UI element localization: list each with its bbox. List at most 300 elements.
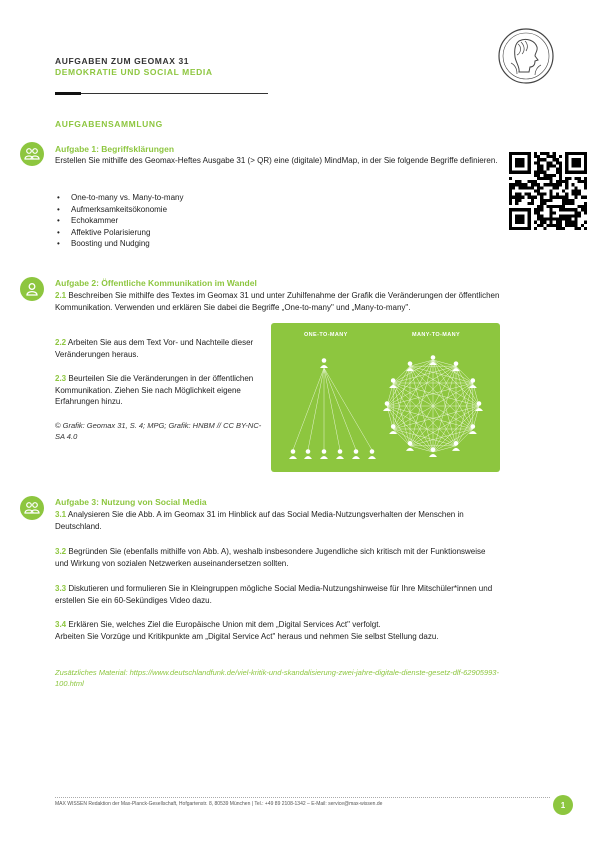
task-text: Diskutieren und formulieren Sie in Kleingruppen mögliche Social Media-Nutzungshinweise für Ihre Mitschüler*innen und erstellen Sie ein 60-Sekündiges Video dazu. [55,584,493,605]
qr-module [540,168,543,171]
qr-module [553,186,556,189]
qr-module [571,193,574,196]
qr-module [546,224,549,227]
qr-module [550,161,553,164]
qr-module [534,189,537,192]
qr-module [528,202,531,205]
qr-module [581,180,584,183]
graphic-credit: © Grafik: Geomax 31, S. 4; MPG; Grafik: HNBM // CC BY-NC-SA 4.0 [55,421,262,441]
doc-subtitle: DEMOKRATIE UND SOCIAL MEDIA [55,67,213,77]
qr-module [553,158,556,161]
qr-module [568,177,571,180]
qr-module [575,221,578,224]
qr-module [553,196,556,199]
task2-title: Aufgabe 2: Öffentliche Kommunikation im Wandel [55,278,257,288]
qr-module [584,196,587,199]
qr-module [540,202,543,205]
task3-title: Aufgabe 3: Nutzung von Social Media [55,497,207,507]
qr-module [534,221,537,224]
qr-module [518,199,521,202]
task2-1 [55,290,500,313]
task-text: Erklären Sie, welches Ziel die Europäische Union mit dem „Digital Services Act" verfolgt. [68,620,381,629]
qr-module [550,218,553,221]
qr-module [571,214,574,217]
task-text: Beschreiben Sie mithilfe des Textes im Geomax 31 und unter Zuhilfenahme der Grafik die Veränderungen der öffentlichen Kommunikation. Verwenden und erklären Sie dabei die Begriffe „One-to-many" und „Many-to-many". [55,291,500,312]
qr-module [575,214,578,217]
qr-module [578,211,581,214]
qr-module [568,199,571,202]
qr-module [556,196,559,199]
list-item: • Echokammer [55,215,455,227]
qr-module [537,205,540,208]
qr-module [553,218,556,221]
person-node [320,358,328,368]
qr-module [559,214,562,217]
task3-4 [55,619,500,642]
qr-module [509,186,512,189]
qr-module [534,171,537,174]
qr-module [540,164,543,167]
qr-module [543,202,546,205]
section-title: AUFGABENSAMMLUNG [55,119,163,129]
qr-module [575,189,578,192]
qr-module [534,183,537,186]
qr-module [575,186,578,189]
qr-module [550,193,553,196]
person-node [336,449,344,459]
qr-module [559,227,562,230]
qr-module [556,205,559,208]
qr-module [521,196,524,199]
qr-module [550,208,553,211]
qr-module [546,183,549,186]
task-text: Arbeiten Sie aus dem Text Vor- und Nachteile dieser Veränderungen heraus. [55,338,254,359]
qr-module [559,183,562,186]
qr-module [546,199,549,202]
qr-module [525,186,528,189]
qr-module [562,189,565,192]
qr-module [515,202,518,205]
qr-module [553,211,556,214]
qr-module [571,189,574,192]
qr-module [543,221,546,224]
person-node [304,449,312,459]
qr-module [515,183,518,186]
connection-line [433,446,456,452]
qr-module [518,196,521,199]
qr-module [550,183,553,186]
qr-module [531,202,534,205]
task3-3 [55,583,500,606]
page-number: 1 [553,795,573,815]
task2-3 [55,373,260,408]
qr-module [546,161,549,164]
qr-module [562,205,565,208]
qr-module [553,174,556,177]
qr-module [556,186,559,189]
qr-module [540,193,543,196]
qr-module [556,183,559,186]
connection-line [324,368,372,450]
connection-line [293,368,324,450]
qr-module [546,177,549,180]
qr-module [584,208,587,211]
qr-module [546,164,549,167]
qr-module [568,202,571,205]
qr-module [534,180,537,183]
qr-module [556,227,559,230]
task-number: 2.3 [55,374,67,383]
qr-module [534,152,537,155]
qr-module [559,196,562,199]
qr-module [550,205,553,208]
qr-module [571,208,574,211]
qr-module [584,186,587,189]
task-text: Arbeiten Sie Vorzüge und Kritikpunkte am „Digital Service Act" heraus und nehmen Sie selbst Stellung dazu. [55,631,439,641]
qr-module [537,193,540,196]
qr-module [550,199,553,202]
qr-module [581,196,584,199]
qr-module [550,221,553,224]
qr-module [559,177,562,180]
person-node [320,449,328,459]
qr-module [546,205,549,208]
connection-line [410,446,433,452]
qr-module [512,196,515,199]
qr-module [584,221,587,224]
qr-module [546,155,549,158]
qr-module [562,202,565,205]
qr-module [562,199,565,202]
qr-module [565,202,568,205]
qr-module [521,186,524,189]
qr-module [559,180,562,183]
task-text: Begründen Sie (ebenfalls mithilfe von Abb. A), weshalb insbesondere Jugendliche sich kritisch mit der Funktionsweise und Wirkung von sozialen Netzwerken auseinandersetzen sollten. [55,547,486,568]
qr-module [575,211,578,214]
qr-module [578,180,581,183]
qr-module [537,158,540,161]
qr-module [537,177,540,180]
qr-module [556,158,559,161]
qr-module [509,183,512,186]
qr-module [568,214,571,217]
qr-module [556,168,559,171]
qr-module [546,218,549,221]
qr-module [565,186,568,189]
qr-module [581,224,584,227]
qr-module [537,208,540,211]
qr-module [559,171,562,174]
connection-line [393,366,456,429]
qr-module [584,202,587,205]
additional-material [55,667,500,689]
qr-module [556,224,559,227]
qr-module [556,218,559,221]
qr-module [565,218,568,221]
qr-module [515,196,518,199]
qr-module [575,193,578,196]
person-node [368,449,376,459]
qr-module [550,189,553,192]
task-text: Beurteilen Sie die Veränderungen in der öffentlichen Kommunikation. Ziehen Sie nach Möglichkeit eigene Erfahrungen hinzu. [55,374,254,406]
qr-finder [515,158,524,167]
qr-module [537,189,540,192]
qr-module [540,224,543,227]
qr-module [578,193,581,196]
qr-module [575,227,578,230]
qr-module [534,196,537,199]
person-node [429,447,437,457]
qr-module [534,155,537,158]
connection-line [433,360,456,366]
connection-line [410,366,473,429]
connection-line [308,368,324,450]
qr-module [537,168,540,171]
minerva-logo [497,27,555,85]
qr-module [534,208,537,211]
task3-2 [55,546,500,569]
qr-module [515,193,518,196]
qr-module [562,214,565,217]
qr-module [578,189,581,192]
person-icon [20,277,44,301]
qr-module [581,205,584,208]
qr-module [571,224,574,227]
qr-module [562,180,565,183]
qr-module [512,186,515,189]
task-number: 2.1 [55,291,67,300]
qr-module [559,221,562,224]
qr-module [531,183,534,186]
qr-module [575,177,578,180]
qr-module [515,180,518,183]
qr-module [584,211,587,214]
qr-module [534,227,537,230]
qr-module [578,214,581,217]
qr-module [543,174,546,177]
qr-module [543,183,546,186]
qr-module [571,202,574,205]
qr-module [540,158,543,161]
qr-module [553,205,556,208]
qr-module [556,161,559,164]
qr-module [578,205,581,208]
qr-module [540,205,543,208]
connection-line [393,429,433,452]
qr-module [578,177,581,180]
qr-module [584,177,587,180]
qr-module [518,193,521,196]
qr-code[interactable] [509,152,587,230]
qr-module [565,224,568,227]
qr-module [559,168,562,171]
qr-module [559,205,562,208]
qr-module [559,174,562,177]
task-number: 2.2 [55,338,67,347]
qr-module [584,183,587,186]
qr-module [512,183,515,186]
group-icon [20,142,44,166]
qr-module [537,171,540,174]
qr-module [559,161,562,164]
graphic-title-many-to-many: MANY-TO-MANY [412,332,461,338]
material-link[interactable]: https://www.deutschlandfunk.de/viel-kritik-und-skandalisierung-zwei-jahre-digitale-dienste-gesetz-dlf-62905993-100.html [55,668,499,688]
qr-module [553,183,556,186]
list-item: • Affektive Polarisierung [55,227,455,239]
connection-line [410,383,473,446]
connection-line [393,383,456,446]
qr-module [565,208,568,211]
qr-module [550,224,553,227]
task-text: Analysieren Sie die Abb. A im Geomax 31 im Hinblick auf das Social Media-Nutzungsverhalten der Menschen in Deutschland. [55,510,464,531]
qr-module [518,183,521,186]
graphic-title-one-to-many: ONE-TO-MANY [304,332,348,338]
connection-line [387,406,456,446]
task-number: 3.4 [55,620,67,629]
qr-module [540,177,543,180]
qr-module [565,193,568,196]
qr-module [537,218,540,221]
qr-module [568,221,571,224]
qr-module [562,218,565,221]
qr-module [543,227,546,230]
task1-title: Aufgabe 1: Begriffsklärungen [55,144,175,154]
connection-line [410,360,433,366]
qr-finder [515,214,524,223]
qr-module [518,186,521,189]
qr-module [509,202,512,205]
qr-module [556,193,559,196]
qr-module [537,161,540,164]
qr-module [528,196,531,199]
network-diagram [271,323,500,472]
qr-module [509,177,512,180]
footer-rule [55,797,550,798]
qr-module [525,183,528,186]
qr-module [534,174,537,177]
qr-module [584,227,587,230]
qr-module [540,186,543,189]
qr-module [565,221,568,224]
qr-module [525,193,528,196]
task-number: 3.2 [55,547,67,556]
qr-module [528,193,531,196]
qr-module [559,218,562,221]
qr-module [559,224,562,227]
connection-line [410,366,479,406]
connection-line [387,406,410,446]
footer-text: MAX WISSEN Redaktion der Max-Planck-Gesellschaft, Hofgartenstr. 8, 80539 München | Tel.: +49 89 2108-1342 – E-Mail: service@max-wissen.de [55,801,383,807]
header-rule [55,93,268,94]
qr-module [537,174,540,177]
qr-module [578,227,581,230]
qr-module [537,211,540,214]
qr-module [521,183,524,186]
qr-module [537,164,540,167]
qr-module [562,196,565,199]
qr-module [546,152,549,155]
qr-module [550,174,553,177]
qr-module [540,152,543,155]
qr-module [537,224,540,227]
qr-module [540,214,543,217]
qr-module [571,183,574,186]
qr-module [581,208,584,211]
qr-module [546,174,549,177]
qr-module [537,186,540,189]
qr-module [515,199,518,202]
qr-module [562,227,565,230]
qr-module [537,155,540,158]
qr-module [575,224,578,227]
qr-module [534,211,537,214]
qr-module [550,164,553,167]
connection-line [324,368,340,450]
qr-module [575,218,578,221]
qr-module [550,214,553,217]
qr-module [534,161,537,164]
qr-module [550,177,553,180]
qr-module [518,180,521,183]
qr-module [556,171,559,174]
qr-module [568,224,571,227]
qr-module [540,196,543,199]
task-number: 3.1 [55,510,67,519]
person-node [352,449,360,459]
qr-module [528,186,531,189]
qr-module [565,214,568,217]
qr-module [509,189,512,192]
qr-module [556,221,559,224]
qr-module [562,208,565,211]
qr-module [543,177,546,180]
task-number: 3.3 [55,584,67,593]
qr-module [509,193,512,196]
qr-module [543,199,546,202]
qr-module [537,214,540,217]
list-item: • Boosting und Nudging [55,238,455,250]
qr-module [528,180,531,183]
qr-module [543,218,546,221]
group-icon [20,496,44,520]
qr-module [553,224,556,227]
qr-module [531,180,534,183]
qr-module [550,180,553,183]
qr-module [553,155,556,158]
qr-module [546,168,549,171]
qr-module [559,208,562,211]
qr-module [540,208,543,211]
qr-module [568,218,571,221]
qr-module [537,183,540,186]
qr-module [565,180,568,183]
qr-module [540,221,543,224]
qr-module [540,218,543,221]
qr-module [565,199,568,202]
person-node [289,449,297,459]
qr-module [559,155,562,158]
qr-module [543,152,546,155]
qr-module [559,164,562,167]
qr-module [565,177,568,180]
connection-line [393,383,433,452]
qr-module [531,199,534,202]
qr-module [509,199,512,202]
material-label: Zusätzliches Material: [55,668,128,677]
qr-module [571,221,574,224]
qr-module [509,196,512,199]
qr-finder [571,158,580,167]
